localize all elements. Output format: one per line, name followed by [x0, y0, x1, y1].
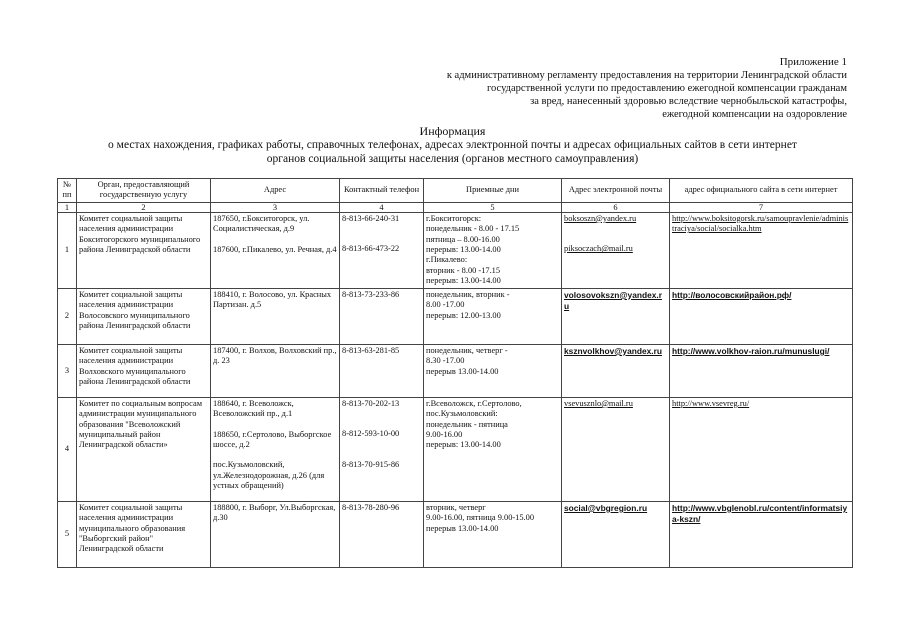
table-row: [58, 344, 853, 397]
website-link[interactable]: http://www.boksitogorsk.ru/samoupravlenie/administraciya/social/socialka.htm: [672, 213, 849, 234]
header-number: № пп: [58, 179, 77, 203]
document-subtitle-line1: о местах нахождения, графиках работы, справочных телефонах, адресах электронной почты и адресах официальных сайтов в сети интернет: [108, 139, 797, 151]
row-website: [670, 397, 853, 501]
appendix-line: за вред, нанесенный здоровью вследствие чернобыльской катастрофы,: [530, 96, 847, 107]
email-link[interactable]: social@vbgregion.ru: [564, 502, 648, 513]
row-email: [562, 344, 670, 397]
phone-number: 8-813-66-473-22: [342, 244, 400, 254]
days-line: г.Всеволожск, г.Сертолово, пос.Кузьмоловский:: [426, 398, 522, 419]
column-index-row: [58, 202, 853, 212]
row-address: 188410, г. Волосово, ул. Красных Партизан. д.5: [211, 288, 340, 344]
row-number: 2: [58, 288, 77, 344]
info-table: [57, 178, 853, 568]
email-link[interactable]: boksoszn@yandex.ru: [564, 213, 637, 223]
email-link[interactable]: piksoczach@mail.ru: [564, 244, 633, 254]
days-line: понедельник - пятница: [426, 419, 508, 429]
row-reception-days: [424, 288, 562, 344]
address-line: 188640, г. Всеволожск, Всеволожский пр., д.1: [213, 398, 294, 419]
row-organization: Комитет социальной защиты населения администрации муниципального образования "Выборгский район" Ленинградской области: [77, 501, 211, 567]
email-link[interactable]: ksznvolkhov@yandex.ru: [564, 345, 662, 356]
row-email: [562, 288, 670, 344]
phone-number: 8-813-70-915-86: [342, 459, 400, 469]
row-phone: 8-813-78-280-96: [340, 501, 424, 567]
phone-number: 8-813-70-202-13: [342, 398, 400, 408]
column-index: 3: [211, 202, 340, 212]
days-line: перерыв 13.00-14.00: [426, 366, 499, 376]
row-number: 4: [58, 397, 77, 501]
header-email: Адрес электронной почты: [562, 179, 670, 203]
row-number: 1: [58, 212, 77, 288]
column-index: 7: [670, 202, 853, 212]
days-line: 9.00-16.00: [426, 430, 463, 440]
website-link[interactable]: http://волосовскийрайон.рф/: [672, 289, 792, 300]
header-address: Адрес: [211, 179, 340, 203]
days-line: г.Пикалево:: [426, 255, 468, 265]
days-line: вторник - 8.00 -17.15: [426, 265, 501, 275]
days-line: перерыв 13.00-14.00: [426, 523, 499, 533]
days-line: перерыв: 13.00-14.00: [426, 440, 501, 450]
row-website: [670, 344, 853, 397]
days-line: перерыв: 13.00-14.00: [426, 245, 501, 255]
website-link[interactable]: http://www.vsevreg.ru/: [672, 398, 750, 408]
days-line: 8.30 -17.00: [426, 356, 465, 366]
table-header-row: [58, 179, 853, 203]
row-organization: Комитет по социальным вопросам администрации муниципального образования "Всеволожский муниципальный район Ленинградской области»: [77, 397, 211, 501]
days-line: перерыв: 13.00-14.00: [426, 276, 501, 286]
appendix-line: к административному регламенту предоставления на территории Ленинградской области: [446, 70, 847, 81]
email-link[interactable]: volosovokszn@yandex.ru: [564, 289, 662, 312]
row-reception-days: [424, 397, 562, 501]
row-organization: Комитет социальной защиты населения администрации Волховского муниципального района Ленинградской области: [77, 344, 211, 397]
row-number: 3: [58, 344, 77, 397]
row-website: [670, 501, 853, 567]
phone-number: 8-812-593-10-00: [342, 429, 400, 439]
document-heading: [0, 124, 905, 166]
row-phone: [340, 212, 424, 288]
row-email: [562, 501, 670, 567]
table-row: [58, 212, 853, 288]
document-subtitle-line2: органов социальной защиты населения (органов местного самоуправления): [266, 153, 639, 165]
row-number: 5: [58, 501, 77, 567]
appendix-line: государственной услуги по предоставлению ежегодной компенсации гражданам: [487, 83, 847, 94]
row-website: [670, 288, 853, 344]
row-address: 188800, г. Выборг, Ул.Выборгская, д.30: [211, 501, 340, 567]
column-index: 2: [77, 202, 211, 212]
row-website: [670, 212, 853, 288]
appendix-title: Приложение 1: [779, 56, 847, 68]
table-row: [58, 288, 853, 344]
days-line: понедельник - 8.00 - 17.15: [426, 224, 520, 234]
table-row: [58, 501, 853, 567]
appendix-block: [447, 56, 847, 121]
column-index: 4: [340, 202, 424, 212]
row-phone: [340, 397, 424, 501]
row-reception-days: [424, 501, 562, 567]
days-line: понедельник, четверг -: [426, 345, 508, 355]
website-link[interactable]: http://www.volkhov-raion.ru/munuslugi/: [672, 345, 830, 356]
column-index: 5: [424, 202, 562, 212]
row-organization: Комитет социальной защиты населения администрации Волосовского муниципального района Ленинградской области: [77, 288, 211, 344]
table-row: [58, 397, 853, 501]
row-reception-days: [424, 212, 562, 288]
row-phone: 8-813-63-281-85: [340, 344, 424, 397]
phone-number: 8-813-66-240-31: [342, 213, 400, 223]
days-line: 8.00 -17.00: [426, 300, 465, 310]
row-reception-days: [424, 344, 562, 397]
address-line: пос.Кузьмоловский, ул.Железнодорожная, д.26 (для устных обращений): [213, 460, 325, 491]
header-phone: Контактный телефон: [340, 179, 424, 203]
column-index: 6: [562, 202, 670, 212]
address-line: 187650, г.Бокситогорск, ул. Социалистическая, д.9: [213, 213, 310, 234]
column-index: 1: [58, 202, 77, 212]
row-address: [211, 397, 340, 501]
days-line: 9.00-16.00, пятница 9.00-15.00: [426, 513, 535, 523]
days-line: перерыв: 12.00-13.00: [426, 310, 501, 320]
appendix-line: ежегодной компенсации на оздоровление: [662, 109, 847, 120]
days-line: вторник, четверг: [426, 502, 486, 512]
header-reception-days: Приемные дни: [424, 179, 562, 203]
address-line: 187600, г.Пикалево, ул. Речная, д.4: [213, 244, 337, 254]
address-line: 188650, г.Сертолово, Выборгское шоссе, д.2: [213, 429, 332, 450]
days-line: понедельник, вторник -: [426, 289, 510, 299]
email-link[interactable]: vsevusznlo@mail.ru: [564, 398, 633, 408]
row-address: [211, 212, 340, 288]
row-address: 187400, г. Волхов, Волховский пр., д. 23: [211, 344, 340, 397]
row-phone: 8-813-73-233-86: [340, 288, 424, 344]
row-email: [562, 397, 670, 501]
days-line: пятница – 8.00-16.00: [426, 234, 500, 244]
header-website: адрес официального сайта в сети интернет: [670, 179, 853, 203]
days-line: г.Бокситогорск:: [426, 213, 482, 223]
header-organization: Орган, предоставляющий государственную услугу: [77, 179, 211, 203]
row-organization: Комитет социальной защиты населения администрации Бокситогорского муниципального района Ленинградской области: [77, 212, 211, 288]
website-link[interactable]: http://www.vbglenobl.ru/content/informatsiya-kszn/: [672, 502, 848, 525]
row-email: [562, 212, 670, 288]
document-title: Информация: [419, 124, 486, 138]
